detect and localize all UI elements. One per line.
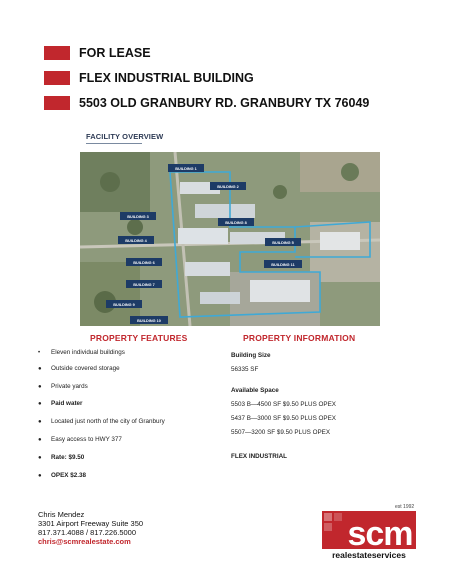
building-label-6: BUILDING 6 xyxy=(133,261,155,265)
red-bar xyxy=(44,71,70,85)
feature-item xyxy=(38,384,223,391)
bullet: ● xyxy=(38,419,42,426)
building-label-3: BUILDING 3 xyxy=(127,215,149,219)
bullet: ● xyxy=(38,472,42,479)
red-bar xyxy=(44,46,70,60)
feature-text: Private yards xyxy=(51,382,88,390)
scm-logo-graphic xyxy=(322,511,416,561)
feature-text: Paid water xyxy=(51,400,83,408)
space-line: 5437 B—3000 SF $9.50 PLUS OPEX xyxy=(231,415,337,422)
feature-text: Easy access to HWY 377 xyxy=(51,435,122,443)
feature-item xyxy=(38,366,223,373)
building-label-7: BUILDING 7 xyxy=(133,283,155,287)
feature-item xyxy=(38,455,223,462)
building-label-5: BUILDING 5 xyxy=(272,241,294,245)
building-label-11: BUILDING 11 xyxy=(271,263,295,267)
feature-item xyxy=(38,419,223,426)
header-row-2 xyxy=(44,67,444,88)
facility-overview-underline xyxy=(86,143,142,144)
building-label-10: BUILDING 10 xyxy=(137,319,161,323)
scm-tagline: realestateservices xyxy=(332,550,406,560)
property-information-title: PROPERTY INFORMATION xyxy=(243,333,356,343)
scm-logo xyxy=(322,511,416,561)
bullet: ● xyxy=(38,454,42,461)
space-line: 5503 B—4500 SF $9.50 PLUS OPEX xyxy=(231,401,337,408)
bullet: ● xyxy=(38,383,42,390)
feature-text: Rate: $9.50 xyxy=(51,453,85,461)
feature-item xyxy=(38,350,223,357)
contact-block xyxy=(38,510,143,546)
facility-overview-label: FACILITY OVERVIEW xyxy=(86,132,164,141)
established-year: est 1992 xyxy=(395,504,415,510)
property-type: FLEX INDUSTRIAL xyxy=(231,453,287,460)
building-type-heading: FLEX INDUSTRIAL BUILDING xyxy=(79,70,254,85)
features-list xyxy=(38,350,223,479)
aerial-site-map xyxy=(80,152,380,326)
bullet: ● xyxy=(38,365,42,372)
bullet: • xyxy=(38,350,41,356)
property-features-title: PROPERTY FEATURES xyxy=(90,333,188,343)
aerial-map-graphic xyxy=(80,152,380,326)
address-heading: 5503 OLD GRANBURY RD. GRANBURY TX 76049 xyxy=(79,95,370,110)
red-bar xyxy=(44,96,70,110)
building-label-9: BUILDING 9 xyxy=(113,303,135,307)
feature-text: OPEX $2.38 xyxy=(51,471,87,479)
property-info xyxy=(231,352,431,460)
feature-item xyxy=(38,473,223,480)
header-row-3 xyxy=(44,92,444,113)
bullet: ● xyxy=(38,401,42,408)
building-label-4: BUILDING 4 xyxy=(125,239,147,243)
scm-letters: scm xyxy=(347,515,413,553)
feature-text: Located just north of the city of Granbury xyxy=(51,418,165,426)
building-label-1: BUILDING 1 xyxy=(175,167,197,171)
feature-item xyxy=(38,401,223,408)
feature-text: Eleven individual buildings xyxy=(51,349,125,356)
building-size-value: 56335 SF xyxy=(231,366,259,373)
available-space-label: Available Space xyxy=(231,387,279,394)
building-label-8: BUILDING 8 xyxy=(225,221,247,225)
bullet: ● xyxy=(38,436,42,443)
header-row-1 xyxy=(44,42,444,63)
for-lease-heading: FOR LEASE xyxy=(79,45,151,60)
header xyxy=(44,42,444,117)
feature-item xyxy=(38,437,223,444)
contact-email[interactable]: chris@scmrealestate.com xyxy=(38,537,131,546)
feature-text: Outside covered storage xyxy=(51,364,120,372)
space-line: 5507—3200 SF $9.50 PLUS OPEX xyxy=(231,429,331,436)
building-size-label: Building Size xyxy=(231,352,271,359)
contact-phones: 817.371.4088 / 817.226.5000 xyxy=(38,528,137,537)
contact-name: Chris Mendez xyxy=(38,510,85,519)
building-label-2: BUILDING 2 xyxy=(217,185,239,189)
contact-address: 3301 Airport Freeway Suite 350 xyxy=(38,519,144,528)
